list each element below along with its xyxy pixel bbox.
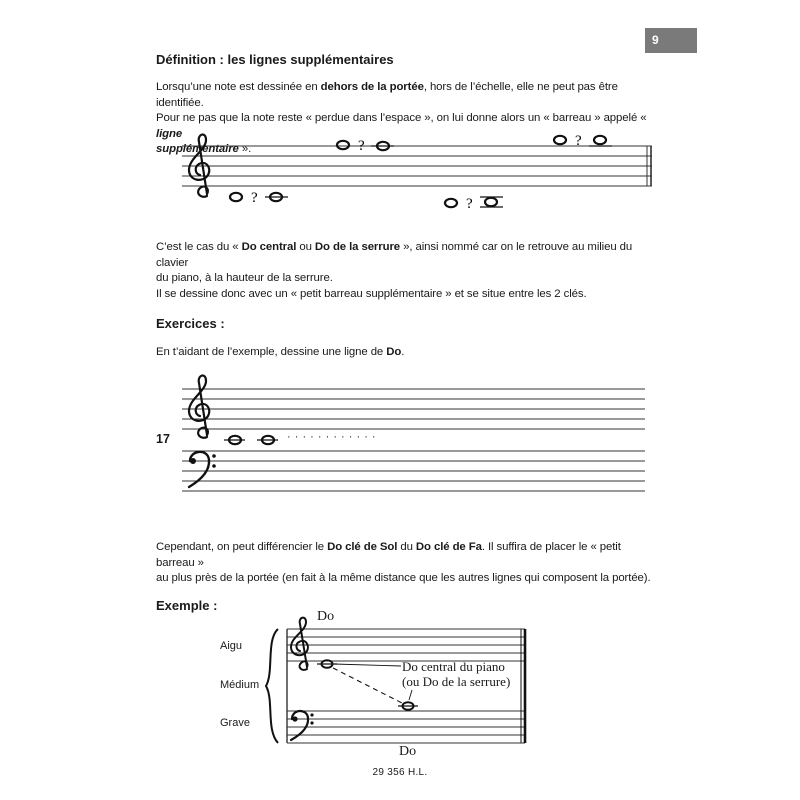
treble-staff-lines [287,629,525,661]
text-line: Il se dessine donc avec un « petit barreau supplémentaire » et se situe entre les 2 clés. [156,287,587,300]
question-mark: ? [466,196,473,212]
range-label-grave: Grave [220,717,250,729]
text-span: Cependant, on peut différencier le [156,541,328,553]
exercise-number: 17 [156,432,170,446]
whole-note-with-ledger [398,702,418,710]
do-label-bottom: Do [399,744,417,759]
text-line: au plus près de la portée (en fait à la même distance que les autres lignes qui composent la portée). [156,572,651,584]
page-number: 9 [645,28,697,53]
annotation-line: Do central du piano [402,659,505,674]
text-span: Lorsqu’une note est dessinée en [156,81,321,93]
text-span: du [397,541,416,553]
question-mark: ? [575,133,582,149]
question-mark: ? [358,138,365,154]
example-title: Exemple : [156,598,218,613]
bold-span: Do [386,346,402,358]
emphasis-span: ligne [156,127,183,140]
annotation-pointer-line [334,664,401,666]
text-span: . Il suffira de placer le « petit barreau » [156,541,621,569]
bold-span: Do central [241,241,297,253]
bold-span: dehors de la portée [320,81,424,93]
annotation-line: (ou Do de la serrure) [402,674,511,689]
text-span: ou [296,241,315,253]
text-span: ». [238,143,252,155]
footer-reference: 29 356 H.L. [372,767,428,778]
bold-span: Do clé de Sol [327,541,398,553]
annotation-pointer-tick [409,690,412,700]
range-label-aigu: Aigu [220,640,243,652]
text-span: », ainsi nommé car on le retrouve au milieu du clavier [156,241,633,269]
treble-clef-icon [291,618,308,670]
text-span: , hors de l’échelle, elle ne peut pas être identifiée. [156,81,618,109]
range-label-medium: Médium [220,679,260,691]
text-span: . [401,346,405,358]
bass-clef-icon [291,711,314,740]
bold-span: Do de la serrure [314,241,401,253]
do-label-top: Do [317,609,335,624]
definition-title: Définition : les lignes supplémentaires [156,52,394,67]
bass-staff-lines [287,711,525,743]
emphasis-span: supplémentaire [156,143,239,155]
brace-icon [266,629,278,743]
bold-span: Do clé de Fa [415,541,482,553]
text-span: En t’aidant de l’exemple, dessine une ligne de [156,346,387,358]
question-mark: ? [251,190,258,206]
exercises-title: Exercices : [156,316,225,331]
text-line: du piano, à la hauteur de la serrure. [156,272,333,284]
drawing-dots: · · · · · · · · · · · · [287,431,377,443]
text-span: Pour ne pas que la note reste « perdue dans l’espace », on lui donne alors un « barreau » appelé « [156,112,647,124]
dashed-connector [333,668,402,703]
text-span: C’est le cas du « [156,241,242,253]
